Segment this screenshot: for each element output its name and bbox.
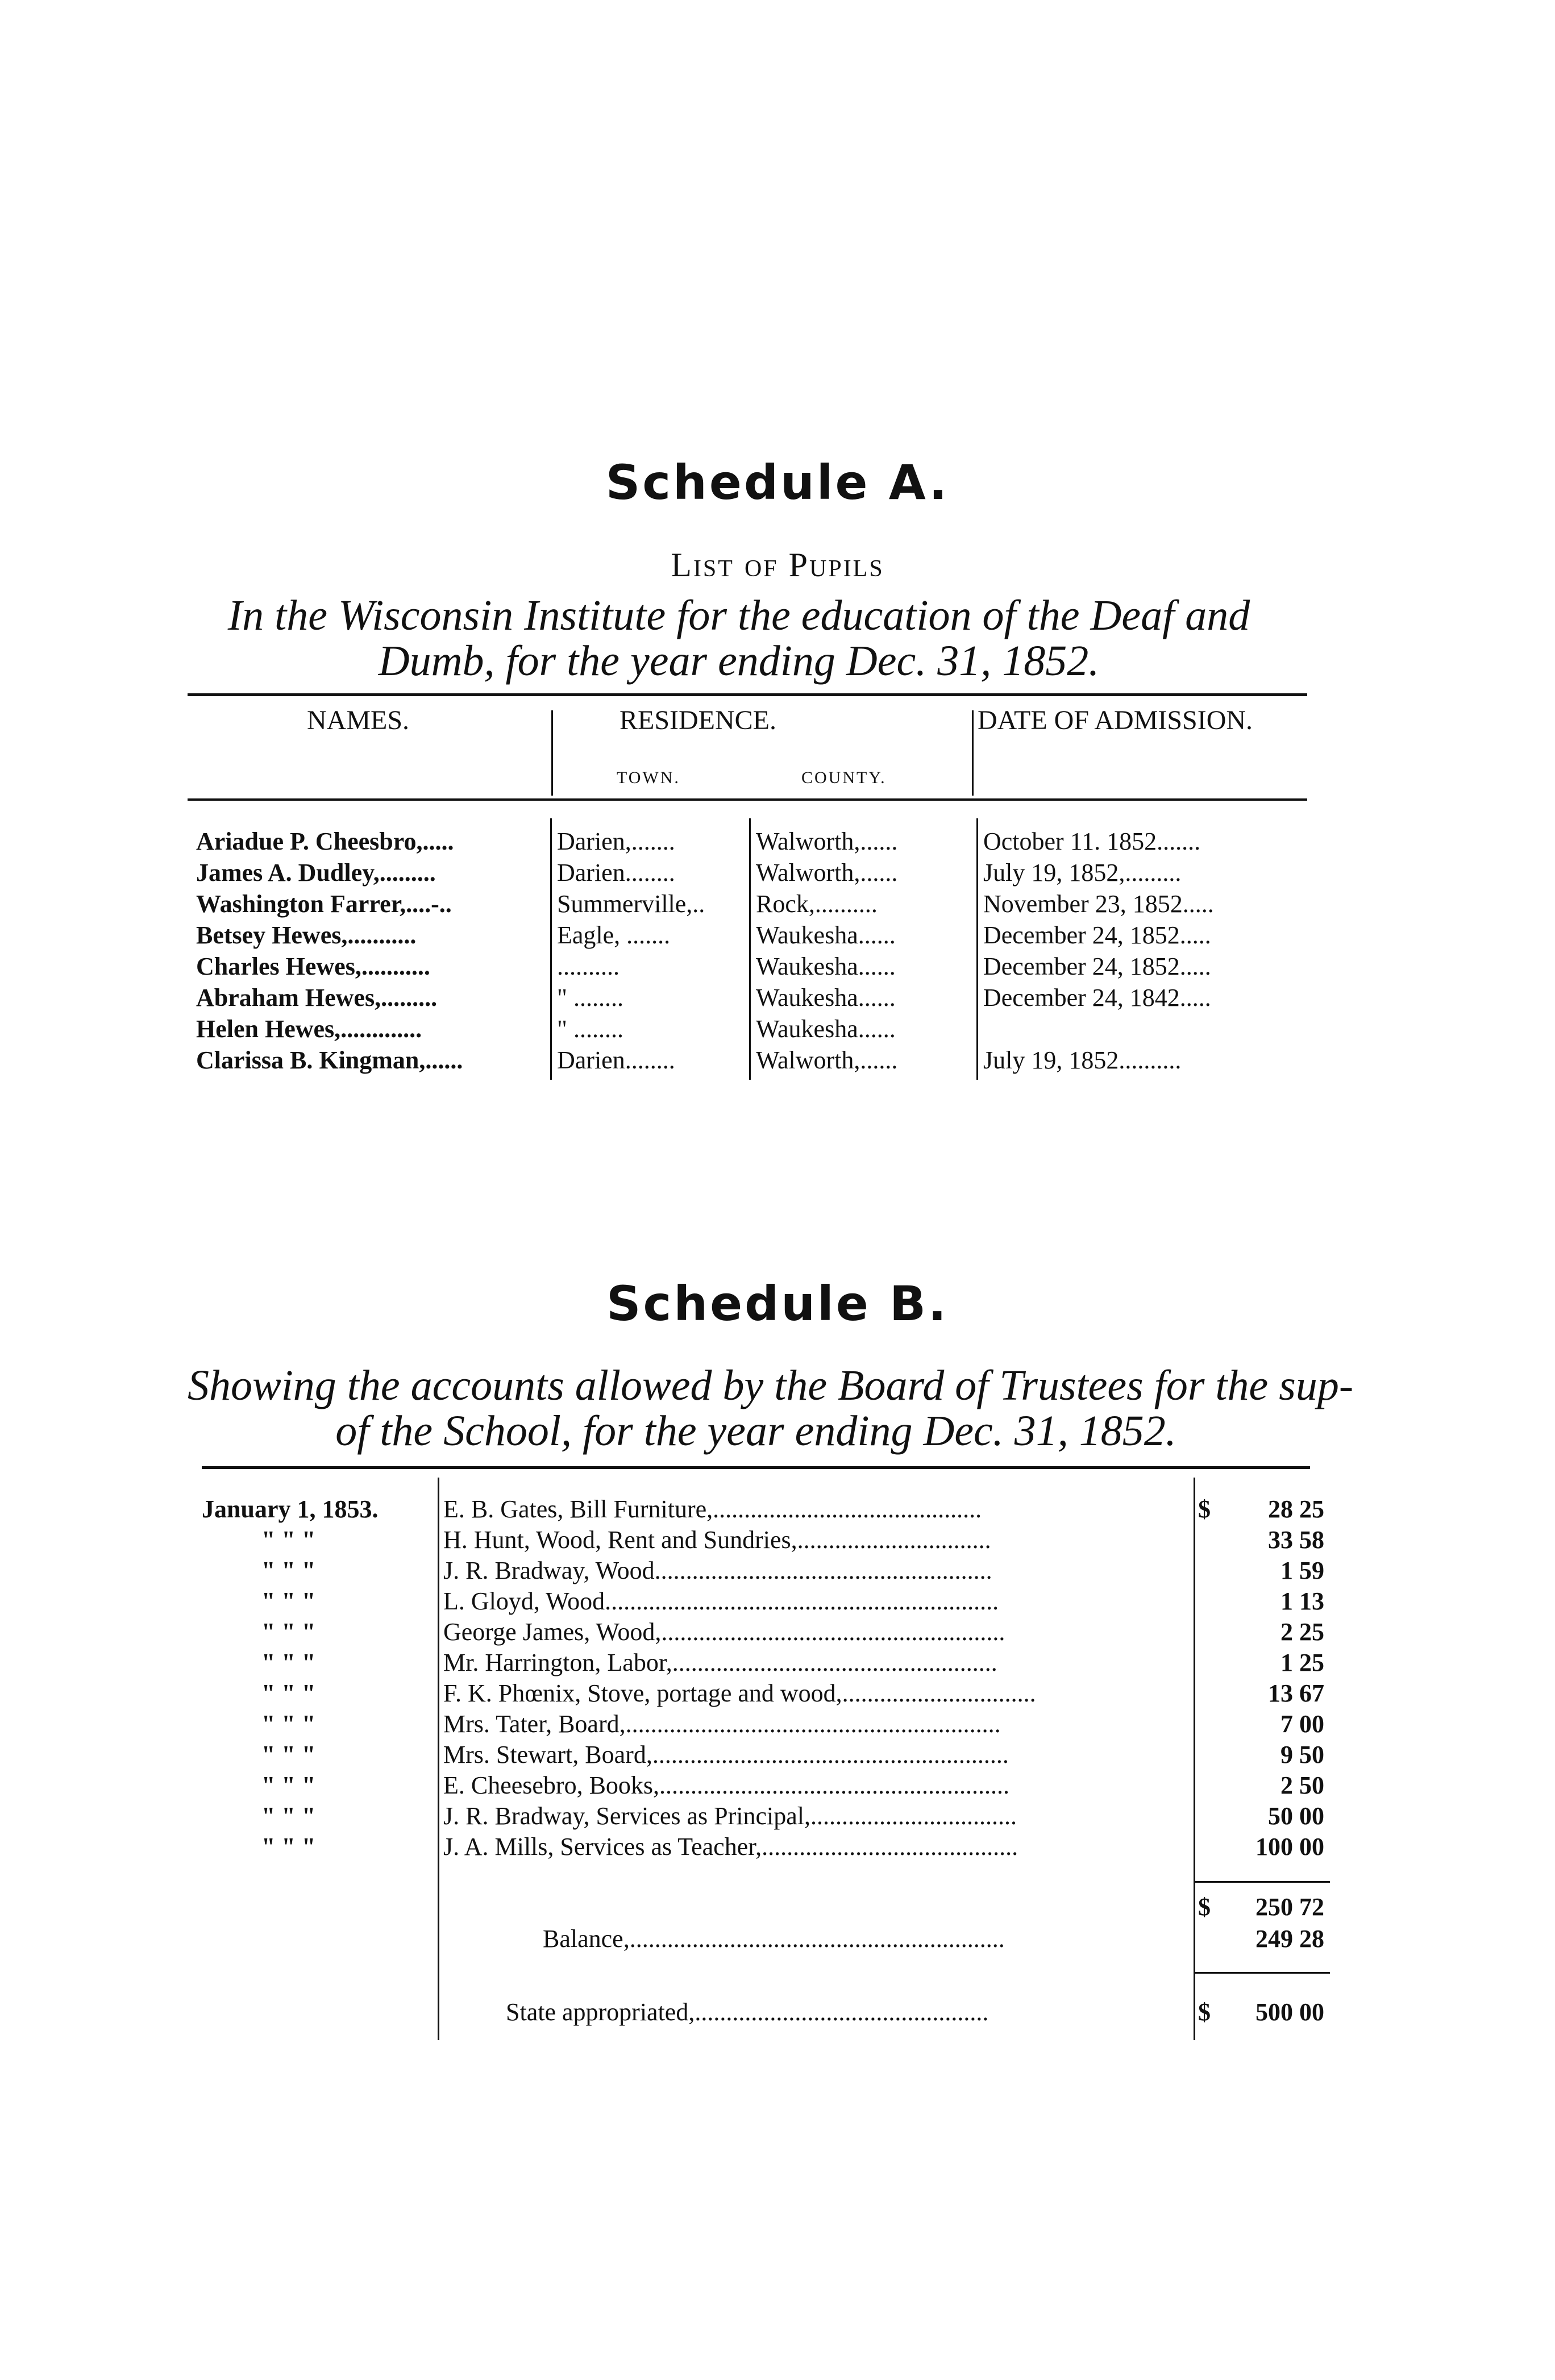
pupil-county: Waukesha......: [756, 1015, 896, 1043]
pupil-name: Betsey Hewes,...........: [196, 921, 417, 949]
pupil-row: [0, 921, 1555, 951]
account-row: [0, 1495, 1555, 1525]
appropriated-row: [0, 1998, 1555, 2028]
account-date: " " ": [261, 1802, 316, 1830]
pupil-row: [0, 889, 1555, 920]
schedule-a-caption-line1: In the Wisconsin Institute for the education of the Deaf and: [227, 592, 1250, 639]
balance-label: Balance,............................................................: [543, 1925, 1005, 1953]
pupil-name: Clarissa B. Kingman,......: [196, 1046, 463, 1074]
schedule-a-title: Schedule A.: [605, 455, 950, 510]
schedule-b-caption-line1: Showing the accounts allowed by the Board of Trustees for the sup-: [188, 1362, 1354, 1409]
account-row: [0, 1525, 1555, 1556]
account-item: J. R. Bradway, Services as Principal,.................................: [443, 1802, 1017, 1830]
account-date: " " ": [261, 1679, 316, 1707]
pupil-town: " ........: [557, 1015, 623, 1043]
account-item: Mrs. Tater, Board,............................................................: [443, 1710, 1001, 1738]
account-amount: 2 25: [1280, 1618, 1324, 1646]
account-date: " " ": [261, 1741, 316, 1769]
account-row: [0, 1648, 1555, 1679]
account-row: [0, 1587, 1555, 1617]
pupil-admission-date: November 23, 1852.....: [983, 890, 1214, 918]
pupil-town: " ........: [557, 984, 623, 1012]
pupil-town: Summerville,..: [557, 890, 705, 918]
account-amount: 33 58: [1268, 1526, 1324, 1554]
pupil-admission-date: December 24, 1852.....: [983, 952, 1211, 980]
pupil-name: Abraham Hewes,.........: [196, 984, 438, 1012]
total-amount: 250 72: [1255, 1893, 1324, 1921]
account-date: January 1, 1853.: [202, 1495, 379, 1523]
appropriated-rule: [1194, 1972, 1330, 1974]
subheader-town: TOWN.: [617, 768, 680, 787]
account-item: J. A. Mills, Services as Teacher,.........................................: [443, 1833, 1018, 1861]
account-amount: 1 25: [1280, 1649, 1324, 1676]
schedule-b-caption-line2: of the School, for the year ending Dec. 31, 1852.: [335, 1407, 1176, 1455]
account-item: Mr. Harrington, Labor,....................................................: [443, 1649, 997, 1676]
pupil-town: Darien........: [557, 1046, 675, 1074]
account-row: [0, 1556, 1555, 1587]
pupil-county: Waukesha......: [756, 952, 896, 980]
account-item: Mrs. Stewart, Board,.........................................................: [443, 1741, 1009, 1769]
appropriated-amount: 500 00: [1255, 1998, 1324, 2026]
appropriated-label: State appropriated,...............................................: [506, 1998, 989, 2026]
pupil-county: Waukesha......: [756, 984, 896, 1012]
pupil-admission-date: July 19, 1852..........: [983, 1046, 1182, 1074]
pupil-town: Darien,.......: [557, 827, 675, 855]
account-amount: 28 25: [1268, 1495, 1324, 1523]
pupil-row: [0, 827, 1555, 858]
pupil-name: James A. Dudley,.........: [196, 859, 436, 887]
account-item: H. Hunt, Wood, Rent and Sundries,...............................: [443, 1526, 991, 1554]
header-date-of-admission: DATE OF ADMISSION.: [978, 705, 1253, 735]
account-item: E. Cheesebro, Books,........................................................: [443, 1771, 1010, 1799]
pupil-county: Walworth,......: [756, 1046, 898, 1074]
schedule-a-header-rule: [188, 798, 1307, 801]
pupil-county: Walworth,......: [756, 827, 898, 855]
schedule-a-subtitle: List of Pupils: [671, 546, 884, 584]
account-item: F. K. Phœnix, Stove, portage and wood,...............................: [443, 1679, 1036, 1707]
account-item: J. R. Bradway, Wood......................................................: [443, 1557, 992, 1584]
header-divider-2: [972, 710, 974, 796]
account-date: " " ": [261, 1771, 316, 1799]
balance-row: [0, 1924, 1555, 1955]
account-item: George James, Wood,.......................................................: [443, 1618, 1005, 1646]
account-item: E. B. Gates, Bill Furniture,...........................................: [443, 1495, 982, 1523]
pupil-name: Charles Hewes,...........: [196, 952, 430, 980]
account-amount: 1 13: [1280, 1587, 1324, 1615]
account-date: " " ": [261, 1833, 316, 1861]
account-row: [0, 1679, 1555, 1709]
account-row: [0, 1740, 1555, 1771]
pupil-county: Waukesha......: [756, 921, 896, 949]
account-row: [0, 1801, 1555, 1832]
pupil-admission-date: October 11. 1852.......: [983, 827, 1201, 855]
pupil-admission-date: July 19, 1852,.........: [983, 859, 1182, 887]
account-date: " " ": [261, 1649, 316, 1676]
pupil-town: Eagle, .......: [557, 921, 671, 949]
account-date: " " ": [261, 1526, 316, 1554]
pupil-row: [0, 952, 1555, 983]
pupil-county: Rock,..........: [756, 890, 878, 918]
account-row: [0, 1771, 1555, 1801]
account-item: L. Gloyd, Wood...............................................................: [443, 1587, 999, 1615]
appropriated-dollar-sign: $: [1198, 1998, 1211, 2026]
schedule-b-title: Schedule B.: [606, 1276, 949, 1332]
total-rule: [1194, 1881, 1330, 1883]
pupil-row: [0, 1014, 1555, 1045]
account-date: " " ": [261, 1710, 316, 1738]
header-names: NAMES.: [307, 705, 410, 735]
pupil-row: [0, 983, 1555, 1014]
account-row: [0, 1709, 1555, 1740]
account-amount: 50 00: [1268, 1802, 1324, 1830]
pupil-row: [0, 858, 1555, 889]
pupil-admission-date: December 24, 1842.....: [983, 984, 1211, 1012]
account-amount: 1 59: [1280, 1557, 1324, 1584]
account-date: " " ": [261, 1618, 316, 1646]
balance-amount: 249 28: [1255, 1925, 1324, 1953]
account-amount: 7 00: [1280, 1710, 1324, 1738]
schedule-b-top-rule: [202, 1466, 1310, 1469]
account-date: " " ": [261, 1557, 316, 1584]
account-row: [0, 1617, 1555, 1648]
header-divider-1: [551, 710, 553, 796]
pupil-name: Washington Farrer,....-..: [196, 890, 452, 918]
header-residence: RESIDENCE.: [619, 705, 776, 735]
pupil-county: Walworth,......: [756, 859, 898, 887]
account-amount: 2 50: [1280, 1771, 1324, 1799]
account-amount: 9 50: [1280, 1741, 1324, 1769]
schedule-a-top-rule: [188, 693, 1307, 696]
subheader-county: COUNTY.: [801, 768, 887, 787]
pupil-row: [0, 1046, 1555, 1076]
schedule-a-caption-line2: Dumb, for the year ending Dec. 31, 1852.: [378, 637, 1100, 685]
pupil-admission-date: December 24, 1852.....: [983, 921, 1211, 949]
account-amount: 100 00: [1255, 1833, 1324, 1861]
pupil-town: ..........: [557, 952, 619, 980]
account-dollar-sign: $: [1198, 1495, 1211, 1523]
total-row: [0, 1892, 1555, 1923]
pupil-town: Darien........: [557, 859, 675, 887]
account-row: [0, 1832, 1555, 1863]
pupil-name: Ariadue P. Cheesbro,.....: [196, 827, 454, 855]
account-date: " " ": [261, 1587, 316, 1615]
account-amount: 13 67: [1268, 1679, 1324, 1707]
pupil-name: Helen Hewes,.............: [196, 1015, 422, 1043]
total-dollar-sign: $: [1198, 1893, 1211, 1921]
